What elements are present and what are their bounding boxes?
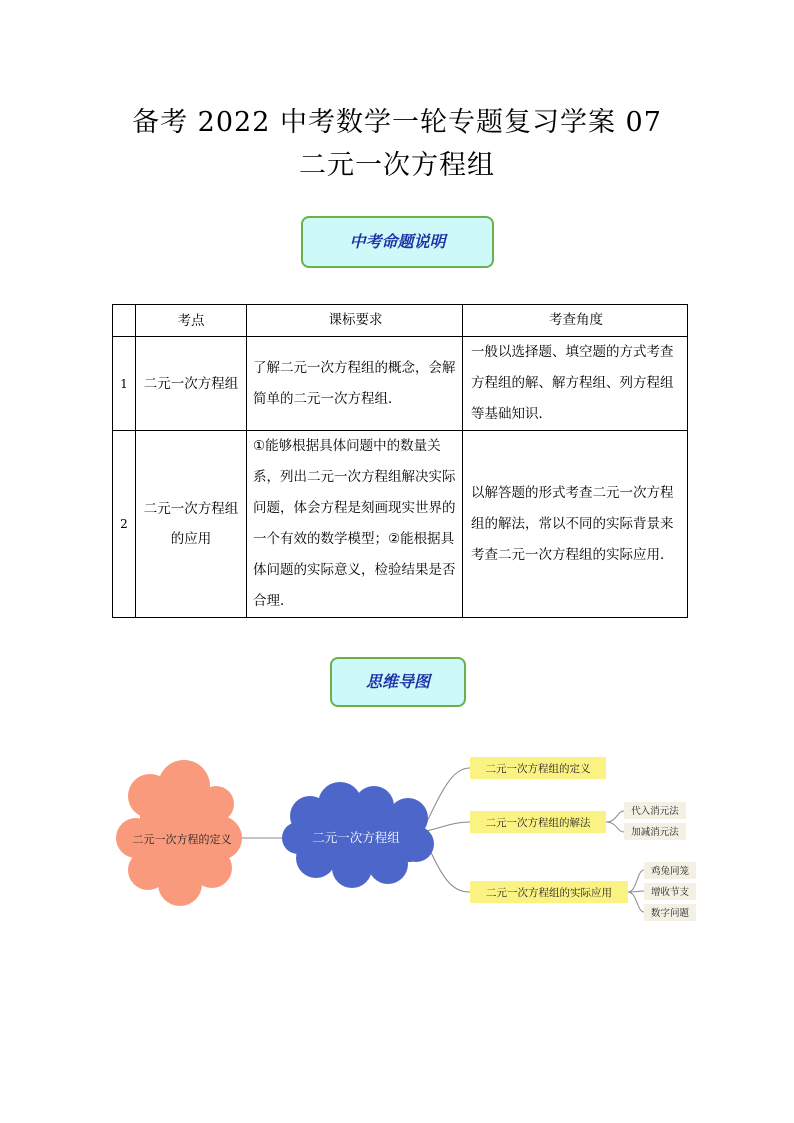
row-angle: 一般以选择题、填空题的方式考查方程组的解、解方程组、列方程组等基础知识． [463,337,688,431]
mindmap-badge: 思维导图 [330,657,466,707]
child-label: 代入消元法 [631,806,679,817]
row-exam-point: 二元一次方程组的应用 [136,431,247,618]
exam-description-badge: 中考命题说明 [301,216,494,268]
child-label: 鸡兔同笼 [650,866,690,877]
header-index [113,305,136,337]
header-requirement: 课标要求 [247,305,463,337]
document-title-line2: 二元一次方程组 [299,150,495,181]
branch-label: 二元一次方程组的解法 [485,817,591,829]
curriculum-table [112,304,688,618]
row-number: 1 [113,337,136,431]
left-node-label: 二元一次方程的定义 [132,833,232,846]
header-exam-point: 考点 [136,305,247,337]
header-angle: 考查角度 [463,305,688,337]
table-row [113,431,688,618]
branch-label: 二元一次方程组的实际应用 [486,887,612,899]
left-cloud-node [116,760,242,906]
mindmap-diagram [112,740,702,930]
row-requirement: 了解二元一次方程组的概念，会解简单的二元一次方程组． [247,337,463,431]
branch-definition [470,757,606,779]
row-exam-point: 二元一次方程组 [136,337,247,431]
table-row [113,337,688,431]
table-header-row [113,305,688,337]
document-title-line1: 备考 2022 中考数学一轮专题复习学案 07 [132,107,662,138]
child-label: 加减消元法 [631,827,679,838]
center-cloud-node [282,782,434,888]
branch-label: 二元一次方程组的定义 [485,763,591,775]
child-label: 增收节支 [650,887,690,898]
branch-applications [470,862,696,921]
child-label: 数字问题 [650,908,690,919]
row-angle: 以解答题的形式考查二元一次方程组的解法，常以不同的实际背景来考查二元一次方程组的实际应用． [463,431,688,618]
row-number: 2 [113,431,136,618]
center-node-label: 二元一次方程组 [312,830,400,845]
branch-solution-methods [470,802,686,840]
row-requirement: ①能够根据具体问题中的数量关系，列出二元一次方程组解决实际问题，体会方程是刻画现实世界的一个有效的数学模型；②能根据具体问题的实际意义，检验结果是否合理． [247,431,463,618]
